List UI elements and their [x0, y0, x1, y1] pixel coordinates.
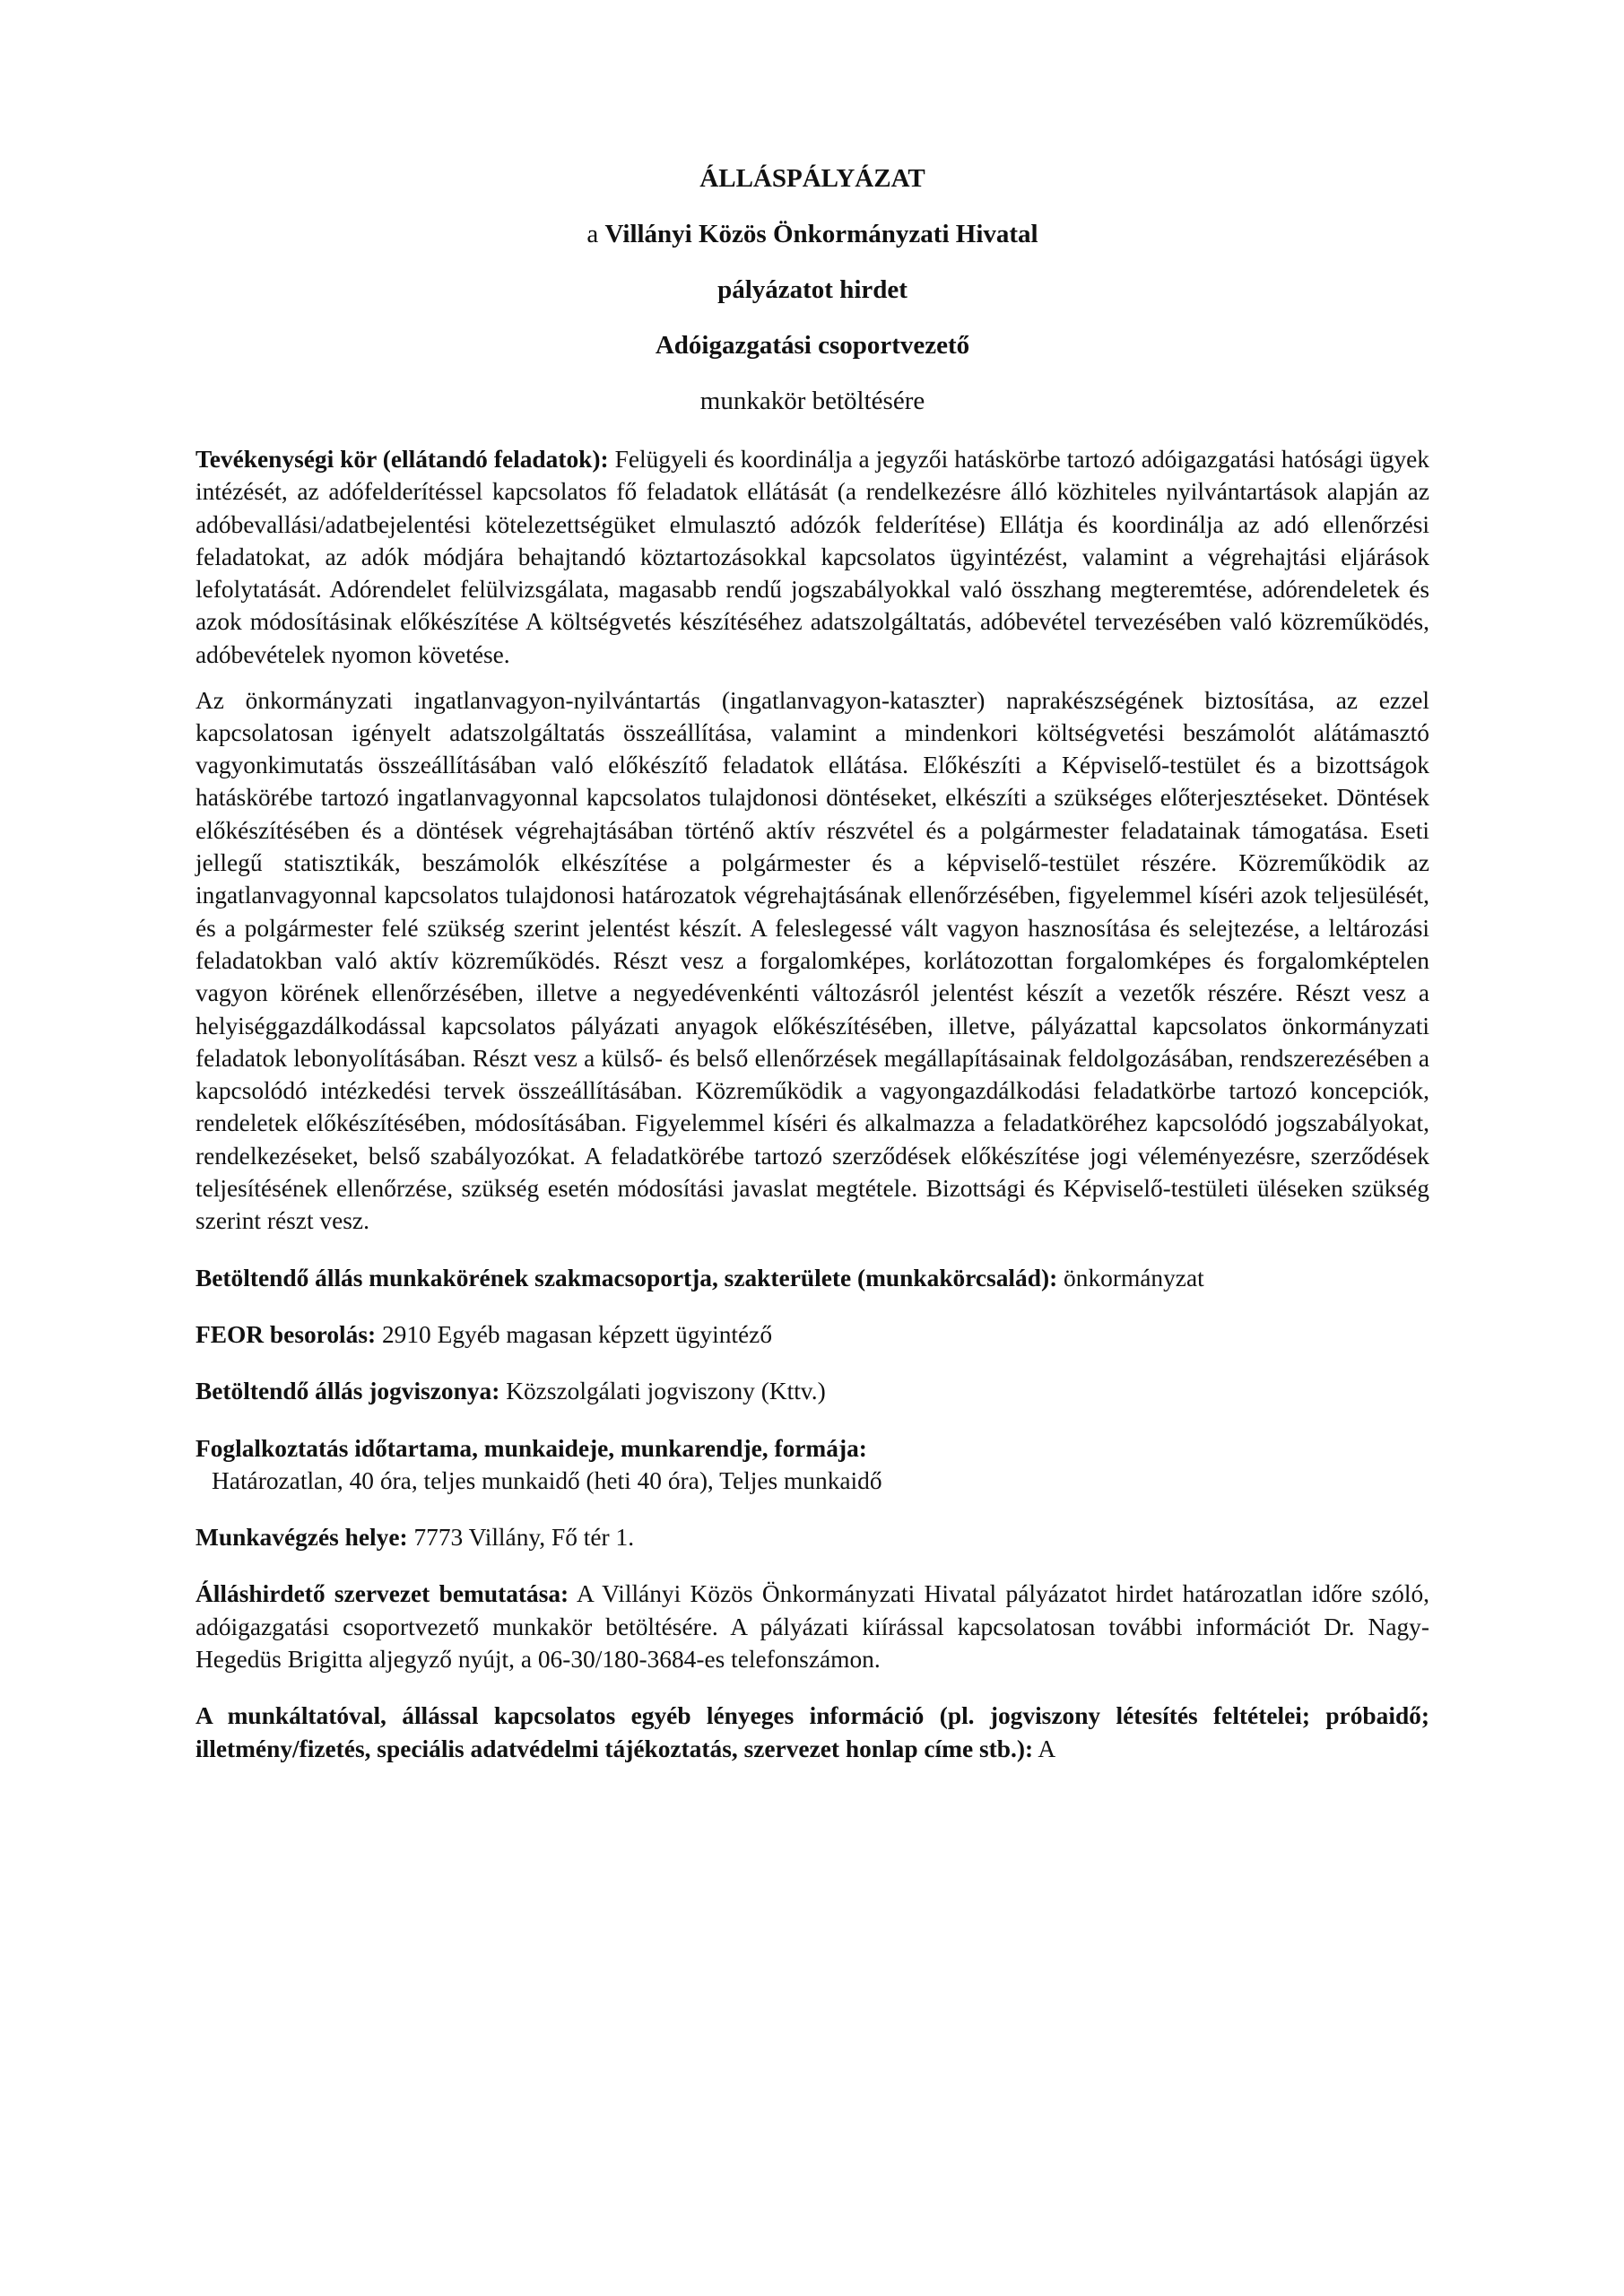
job-family-paragraph: [195, 1262, 1429, 1294]
duties-text-1: Felügyeli és koordinálja a jegyzői hatáskörbe tartozó adóigazgatási hatósági ügyek intézését, az adófelderítéssel kapcsolatos fő feladatok ellátását (a rendelkezésre álló közhiteles nyilvántartások alapján az adóbevallási/adatbejelentési kötelezettségüket elmulasztó adózók felderítése) Ellátja és koordinálja az adó ellenőrzési feladatokat, az adók módjára behajtandó köztartozásokkal kapcsolatos ügyintézést, valamint a végrehajtási eljárások lefolytatását. Adórendelet felülvizsgálata, magasabb rendű jogszabályokkal való összhang megteremtése, adórendeletek és azok módosításinak előkészítése A költségvetés készítéséhez adatszolgáltatás, adóbevétel tervezésében való közreműködés, adóbevételek nyomon követése.: [195, 446, 1429, 668]
feor-label: FEOR besorolás:: [195, 1320, 377, 1348]
feor-paragraph: [195, 1318, 1429, 1351]
employment-value-paragraph: [195, 1465, 1429, 1497]
document-title: ÁLLÁSPÁLYÁZAT: [699, 164, 925, 193]
duties-paragraph: [195, 443, 1429, 671]
employer-label: Álláshirdető szervezet bemutatása:: [195, 1580, 569, 1608]
employer-value: A Villányi Közös Önkormányzati Hivatal pályázatot hirdet határozatlan időre szóló, adóigazgatási csoportvezető munkakör betöltésére. A pályázati kiírással kapcsolatosan további információt Dr. Nagy-Hegedüs Brigitta aljegyző nyújt, a 06-30/180-3684-es telefonszámon.: [195, 1580, 1429, 1673]
employer-paragraph: [195, 1578, 1429, 1675]
employment-label-paragraph: [195, 1432, 1429, 1465]
document-header: [195, 151, 1429, 429]
duties-text-2: Az önkormányzati ingatlanvagyon-nyilvántartás (ingatlanvagyon-kataszter) naprakészségének biztosítása, az ezzel kapcsolatosan igényelt adatszolgáltatás összeállítása, valamint a mindenkori költségvetési beszámolót alátámasztó vagyonkimutatás összeállításában való előkészítő feladatok ellátása. Előkészíti a Képviselő-testület és a bizottságok hatáskörébe tartozó ingatlanvagyonnal kapcsolatos tulajdonosi döntéseket, elkészíti a szükséges előterjesztéseket. Döntések előkészítésében és a döntések végrehajtásában történő aktív részvétel és a polgármester feladatainak támogatása. Eseti jellegű statisztikák, beszámolók elkészítése a polgármester és a képviselő-testület részére. Közreműködik az ingatlanvagyonnal kapcsolatos tulajdonosi határozatok végrehajtásának ellenőrzésében, figyelemmel kíséri azok teljesülését, és a polgármester felé szükség szerint jelentést készít. A feleslegessé vált vagyon hasznosítása és selejtezése, a leltározási feladatokban való aktív közreműködés. Részt vesz a forgalomképes, korlátozottan forgalomképes és forgalomképtelen vagyon körének ellenőrzésében, illetve a negyedévenkénti változásról jelentést készít a vezetők részére. Részt vesz a helyiséggazdálkodással kapcsolatos pályázati anyagok előkészítésében, illetve, pályázattal kapcsolatos önkormányzati feladatok lebonyolításában. Részt vesz a külső- és belső ellenőrzések megállapításainak feldolgozásában, rendszerezésében a kapcsolódó intézkedési tervek összeállításában. Közreműködik a vagyongazdálkodási feladatkörbe tartozó koncepciók, rendeletek előkészítésében, módosításában. Figyelemmel kíséri és alkalmazza a feladatköréhez kapcsolódó jogszabályokat, rendelkezéseket, belső szabályozókat. A feladatkörébe tartozó szerződések előkészítése jogi véleményezésre, szerződések teljesítésének ellenőrzése, szükség esetén módosítási javaslat megtétele. Bizottsági és Képviselő-testületi üléseken szükség szerint részt vesz.: [195, 686, 1429, 1235]
job-family-label: Betöltendő állás munkakörének szakmacsoportja, szakterülete (munkakörcsalád):: [195, 1264, 1058, 1292]
organization-line: [195, 206, 1429, 262]
other-info-paragraph: [195, 1700, 1429, 1765]
feor-value: 2910 Egyéb magasan képzett ügyintéző: [376, 1320, 773, 1348]
legal-relationship-label: Betöltendő állás jogviszonya:: [195, 1378, 500, 1405]
legal-relationship-value: Közszolgálati jogviszony (Kttv.): [499, 1378, 826, 1405]
document-body: [195, 443, 1429, 1778]
duties-label: Tevékenységi kör (ellátandó feladatok):: [195, 446, 609, 473]
job-family-value: önkormányzat: [1057, 1264, 1204, 1292]
workplace-value: 7773 Villány, Fő tér 1.: [407, 1524, 635, 1552]
employment-label: Foglalkoztatás időtartama, munkaideje, munkarendje, formája:: [195, 1434, 867, 1462]
workplace-label: Munkavégzés helye:: [195, 1524, 408, 1552]
workplace-paragraph: [195, 1521, 1429, 1553]
organization-name: Villányi Közös Önkormányzati Hivatal: [604, 220, 1038, 248]
announcement-line: pályázatot hirdet: [717, 275, 908, 304]
other-info-value: A: [1033, 1735, 1056, 1762]
employment-value: Határozatlan, 40 óra, teljes munkaidő (heti 40 óra), Teljes munkaidő: [212, 1466, 882, 1494]
organization-prefix: a: [586, 220, 599, 248]
position-title: Adóigazgatási csoportvezető: [655, 331, 970, 360]
position-suffix: munkakör betöltésére: [699, 387, 925, 415]
duties-paragraph-2: [195, 684, 1429, 1238]
other-info-label: A munkáltatóval, állással kapcsolatos egyéb lényeges információ (pl. jogviszony létesítés feltételei; próbaidő; illetmény/fizetés, speciális adatvédelmi tájékoztatás, szervezet honlap címe stb.):: [195, 1702, 1429, 1762]
legal-relationship-paragraph: [195, 1375, 1429, 1407]
